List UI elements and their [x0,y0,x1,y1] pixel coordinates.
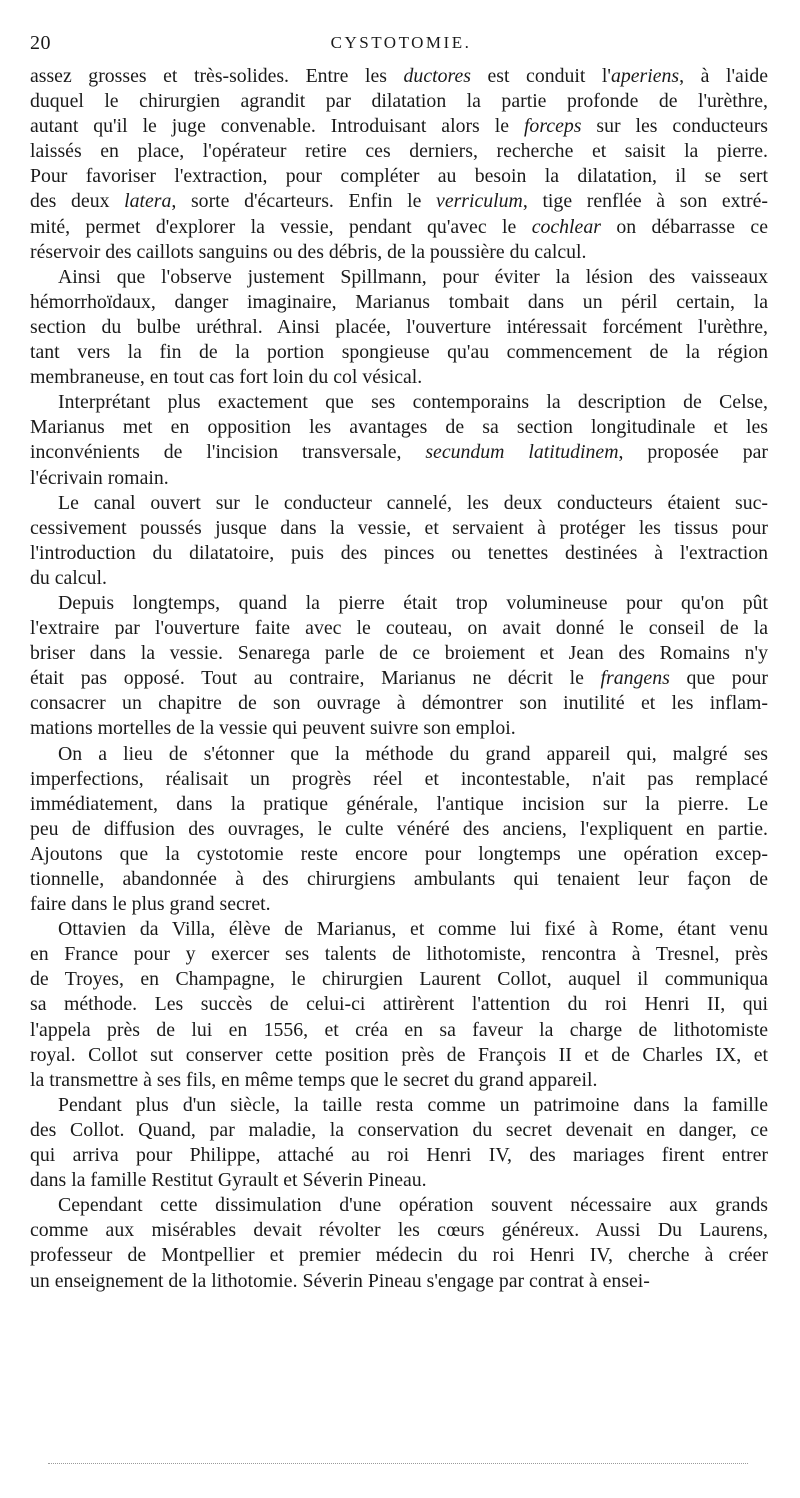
text-line: tionnelle, abandonnée à des chirurgiens ambulants qui tenaient leur façon de [30,868,768,890]
text-line: l'appela près de lui en 1556, et créa en sa faveur la charge de lithotomiste [30,1018,768,1041]
text-line: Ainsi que l'observe justement Spillmann, pour éviter la lésion des vaisseaux [58,265,768,288]
paragraph [30,591,768,742]
italic-term: aperiens [611,65,680,87]
text-line: Ottavien da Villa, élève de Marianus, et comme lui fixé à Rome, étant venu [58,918,768,941]
text-line: dans la famille Restitut Gyrault et Séverin Pineau. [30,1169,427,1192]
footer-dotted-rule [48,1463,748,1464]
text-line: immédiatement, dans la pratique générale, l'antique incision sur la pierre. Le [30,792,768,815]
text-line: l'écrivain romain. [30,466,169,489]
text-line: briser dans la vessie. Senarega parle de ce broiement et Jean des Romains n'y [30,642,768,665]
paragraph [30,390,768,490]
text-line: assez grosses et très-solides. Entre les ductores est conduit l'aperiens, à l'aide [30,65,768,87]
text-line: imperfections, réalisait un progrès réel et incontestable, n'ait pas remplacé [30,767,768,790]
text-line: royal. Collot sut conserver cette position près de François II et de Charles IX, et [30,1043,768,1066]
text-line: du calcul. [30,566,107,589]
text-line: la transmettre à ses fils, en même temps que le secret du grand appareil. [30,1068,598,1091]
paragraph [30,265,768,390]
italic-term: verriculum [436,190,523,213]
text-line: mations mortelles de la vessie qui peuvent suivre son emploi. [30,717,516,740]
text-line: comme aux misérables devait révolter les cœurs généreux. Aussi Du Laurens, [30,1219,768,1242]
text-line: faire dans le plus grand secret. [30,893,271,916]
page-header [30,32,772,56]
italic-term: latera [124,190,172,213]
text-line: consacrer un chapitre de son ouvrage à démontrer son inutilité et les inflam- [30,692,768,715]
text-line: Ajoutons que la cystotomie reste encore pour longtemps une opération excep- [30,842,768,865]
text-line: qui arriva pour Philippe, attaché au roi Henri IV, des mariages firent entrer [30,1144,768,1167]
running-title: CYSTOTOMIE. [330,33,472,52]
italic-term: frangens [600,667,670,690]
text-line: réservoir des caillots sanguins ou des débris, de la poussière du calcul. [30,240,587,263]
paragraph [30,742,768,918]
text-line: peu de diffusion des ouvrages, le culte vénéré des anciens, l'expliquent en partie. [30,817,768,840]
paragraph [30,491,768,591]
text-line: l'extraire par l'ouverture faite avec le couteau, on avait donné le conseil de la [30,617,768,640]
text-line: duquel le chirurgien agrandit par dilatation la partie profonde de l'urèthre, [30,90,768,113]
paragraph [30,1093,768,1193]
text-line: Le canal ouvert sur le conducteur cannelé, les deux conducteurs étaient suc- [58,491,768,514]
text-line: laissés en place, l'opérateur retire ces derniers, recherche et saisit la pierre. [30,140,768,163]
text-line: Marianus met en opposition les avantages de sa section longitudinale et les [30,416,768,439]
italic-term: secundum latitudinem [425,441,619,464]
text-line: hémorrhoïdaux, danger imaginaire, Marianus tombait dans un péril certain, la [30,290,768,313]
text-line: Depuis longtemps, quand la pierre était trop volumineuse pour qu'on pût [58,591,768,614]
italic-term: ductores [403,65,471,87]
paragraph [30,1193,768,1293]
text-line: Pour favoriser l'extraction, pour compléter au besoin la dilatation, il se sert [30,165,768,188]
text-line: en France pour y exercer ses talents de lithotomiste, rencontra à Tresnel, près [30,943,768,966]
text-line: mité, permet d'explorer la vessie, pendant qu'avec le cochlear on débarrasse ce [30,215,768,238]
text-line: autant qu'il le juge convenable. Introduisant alors le forceps sur les conducteurs [30,115,769,138]
text-line: membraneuse, en tout cas fort loin du col vésical. [30,366,423,389]
text-line: des deux latera, sorte d'écarteurs. Enfin le verriculum, tige renflée à son extré- [30,190,768,213]
text-line: des Collot. Quand, par maladie, la conservation du secret devenait en danger, ce [30,1118,768,1141]
text-line: section du bulbe uréthral. Ainsi placée, l'ouverture intéressait forcément l'urèthre, [30,315,768,338]
text-line: tant vers la fin de la portion spongieuse qu'au commencement de la région [30,341,768,364]
paragraph [30,64,768,265]
text-line: était pas opposé. Tout au contraire, Marianus ne décrit le frangens que pour [30,667,768,690]
text-line: Interprétant plus exactement que ses contemporains la description de Celse, [58,391,768,414]
body-text [30,64,768,1294]
italic-term: cochlear [531,215,601,238]
text-line: On a lieu de s'étonner que la méthode du grand appareil qui, malgré ses [58,742,768,765]
text-line: de Troyes, en Champagne, le chirurgien Laurent Collot, auquel il communiqua [30,968,768,991]
text-line: Pendant plus d'un siècle, la taille resta comme un patrimoine dans la famille [58,1093,768,1116]
italic-term: forceps [523,115,582,138]
text-line: professeur de Montpellier et premier médecin du roi Henri IV, cherche à créer [30,1244,768,1267]
text-line: un enseignement de la lithotomie. Séverin Pineau s'engage par contrat à ensei- [30,1269,650,1292]
text-line: Cependant cette dissimulation d'une opération souvent nécessaire aux grands [58,1194,768,1217]
text-line: inconvénients de l'incision transversale, secundum latitudinem, proposée par [30,441,768,464]
paragraph [30,917,768,1093]
text-line: cessivement poussés jusque dans la vessie, et servaient à protéger les tissus pour [30,516,768,539]
text-line: l'introduction du dilatatoire, puis des pinces ou tenettes destinées à l'extraction [30,541,768,564]
page-number: 20 [30,32,51,54]
text-line: sa méthode. Les succès de celui-ci attirèrent l'attention du roi Henri II, qui [30,993,768,1016]
